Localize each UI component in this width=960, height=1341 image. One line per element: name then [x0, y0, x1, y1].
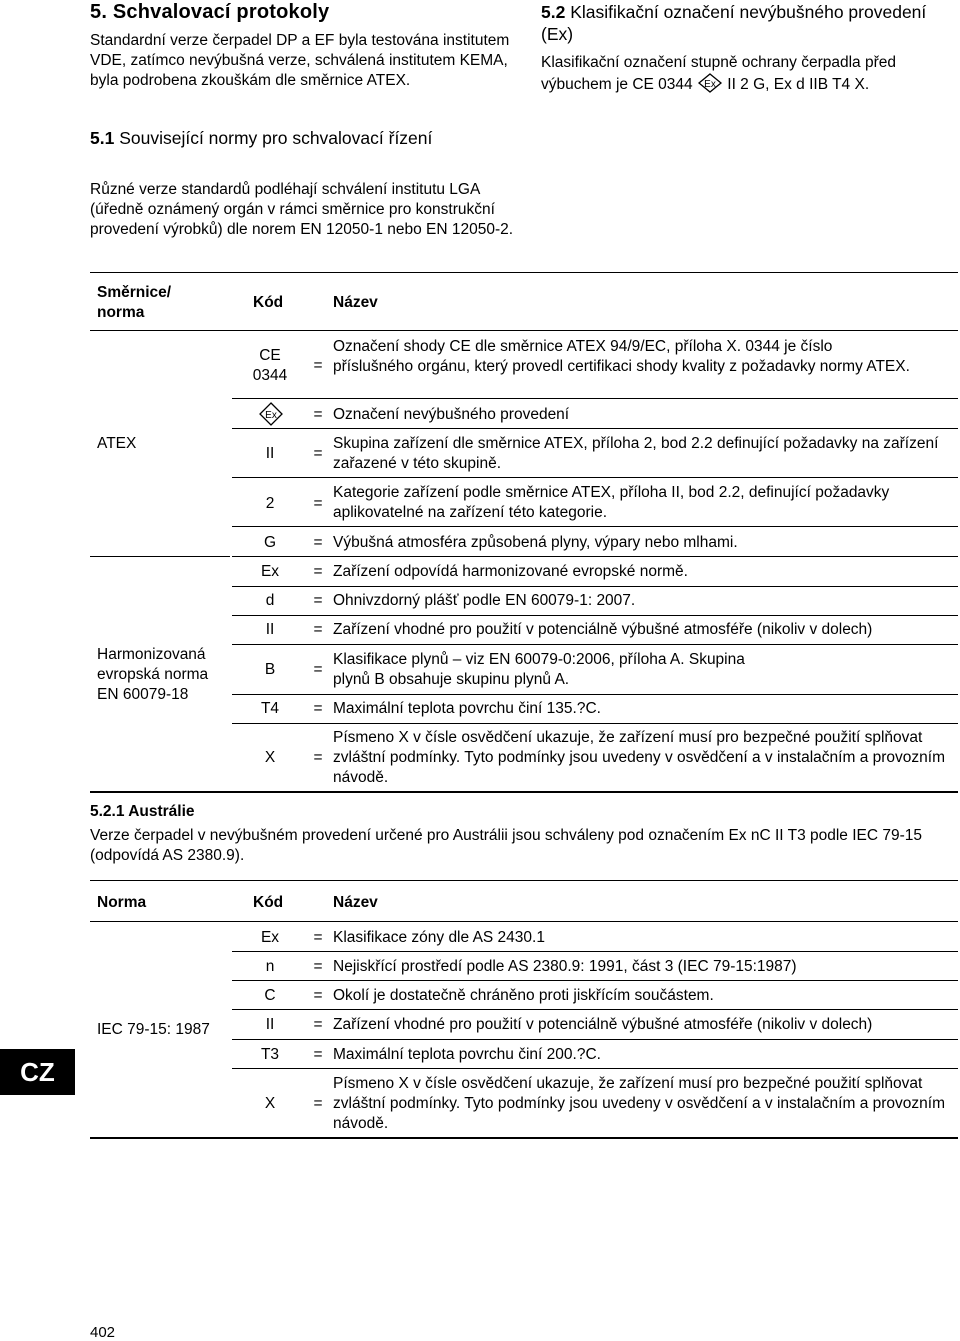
table2-row-desc: Okolí je dostatečně chráněno proti jiskřícím součástem.	[333, 987, 714, 1004]
table1-row-code: X	[264, 749, 276, 766]
table1-row-eq: =	[313, 621, 323, 638]
table2-row-desc: Maximální teplota povrchu činí 200.?C.	[333, 1046, 601, 1063]
section-5-2-body-text: Klasifikační označení stupně ochrany čerpadla před výbuchem je CE 0344	[541, 54, 896, 93]
table1-group-atex: ATEX	[97, 435, 137, 452]
table1-row-code: CE 0344	[252, 347, 288, 384]
table2-row-code: Ex	[260, 929, 280, 946]
table1-header-rule	[90, 330, 958, 331]
table2-bottom-rule	[90, 1137, 958, 1139]
table1-row-code: d	[265, 592, 275, 609]
table1-group-harmonized: Harmonizovaná evropská norma EN 60079-18	[97, 646, 209, 703]
table1-row-eq: =	[313, 749, 323, 766]
table2-row-rule	[232, 1068, 958, 1069]
table2-row-desc: Klasifikace zóny dle AS 2430.1	[333, 929, 545, 946]
table1-row-desc: Označení shody CE dle směrnice ATEX 94/9/EC, příloha X. 0344 je číslo příslušného orgánu, který provedl certifikaci shody kvality z požadavky normy ATEX.	[333, 338, 910, 375]
table2-row-code: C	[264, 987, 276, 1004]
table1-row-rule	[232, 526, 958, 527]
table1-row-desc: Ohnivzdorný plášť podle EN 60079-1: 2007.	[333, 592, 636, 609]
table1-row-eq: =	[313, 700, 323, 717]
table2-row-desc: Nejiskřící prostředí podle AS 2380.9: 1991, část 3 (IEC 79-15:1987)	[333, 958, 797, 975]
table2-group-iec: IEC 79-15: 1987	[97, 1021, 210, 1038]
table1-row-rule	[232, 398, 958, 399]
table2-row-rule	[232, 1009, 958, 1010]
section-5-1-title: Související normy pro schvalovací řízení	[119, 128, 433, 148]
table1-row-rule	[232, 556, 958, 557]
section-5-2-heading	[541, 1, 951, 45]
table1-group-rule	[90, 556, 230, 557]
table2-row-eq: =	[313, 958, 323, 975]
section-5-1-number: 5.1	[90, 128, 115, 148]
section-5-1-heading	[90, 127, 510, 149]
table2-row-code: T3	[260, 1046, 280, 1063]
table2-row-eq: =	[313, 1016, 323, 1033]
section-5-2-1-body: Verze čerpadel v nevýbušném provedení určené pro Austrálii jsou schváleny pod označením Ex nC II T3 podle IEC 79-15 (odpovídá AS 2380.9).	[90, 827, 923, 864]
table1-row-desc: Označení nevýbušného provedení	[333, 406, 570, 423]
table1-bottom-rule	[90, 791, 958, 793]
table1-row-code	[258, 402, 284, 431]
table2-header-code: Kód	[253, 894, 284, 911]
svg-text:Ex: Ex	[704, 79, 716, 90]
table1-row-desc: Klasifikace plynů – viz EN 60079-0:2006, příloha A. Skupina plynů B obsahuje skupinu plynů A.	[333, 651, 745, 688]
table2-row-eq: =	[313, 987, 323, 1004]
table1-row-desc: Skupina zařízení dle směrnice ATEX, příloha 2, bod 2.2 definující požadavky na zařízení zařazené v této skupině.	[333, 435, 939, 472]
table1-row-desc: Výbušná atmosféra způsobená plyny, výpary nebo mlhami.	[333, 534, 738, 551]
table1-row-code: Ex	[260, 563, 280, 580]
table1-row-code: 2	[265, 495, 275, 512]
table2-row-desc: Zařízení vhodné pro použití v potenciálně výbušné atmosféře (nikoliv v dolech)	[333, 1016, 873, 1033]
table1-row-eq: =	[313, 592, 323, 609]
table2-row-rule	[232, 951, 958, 952]
table2-row-code: n	[265, 958, 275, 975]
table1-row-eq: =	[313, 563, 323, 580]
table2-row-eq: =	[313, 1046, 323, 1063]
table1-row-rule	[232, 615, 958, 616]
table1-row-rule	[232, 694, 958, 695]
table1-row-eq: =	[313, 406, 323, 423]
table1-top-rule	[90, 272, 958, 273]
table2-header-norm: Norma	[97, 894, 147, 911]
table1-row-rule	[232, 723, 958, 724]
section-5-2-1-title: 5.2.1 Austrálie	[90, 803, 195, 820]
section-5-1-body: Různé verze standardů podléhají schválení institutu LGA (úředně oznámený orgán v rámci směrnice pro konstrukční provedení výrobků) dle norem EN 12050-1 nebo EN 12050-2.	[90, 181, 514, 238]
table1-header-code: Kód	[253, 294, 284, 311]
table2-top-rule	[90, 880, 958, 881]
table1-row-eq: =	[313, 661, 323, 678]
table1-row-code: B	[264, 661, 276, 678]
table1-row-desc: Písmeno X v čísle osvědčení ukazuje, že zařízení musí pro bezpečné použití splňovat zvláštní podmínky. Tyto podmínky jsou uvedeny v osvědčení a v instalačním a provozním návodě.	[333, 729, 945, 786]
table1-header-name: Název	[333, 294, 378, 311]
ex-icon	[697, 73, 723, 93]
page-number: 402	[90, 1324, 116, 1341]
table1-row-rule	[232, 477, 958, 478]
table1-row-desc: Zařízení vhodné pro použití v potenciálně výbušné atmosféře (nikoliv v dolech)	[333, 621, 873, 638]
table1-header-norm: Směrnice/ norma	[97, 284, 172, 321]
table1-row-eq: =	[313, 495, 323, 512]
table2-header-rule	[90, 921, 958, 922]
table1-row-rule	[232, 586, 958, 587]
section-5-2-number: 5.2	[541, 2, 566, 22]
table1-row-rule	[232, 428, 958, 429]
section-5-2-title: Klasifikační označení nevýbušného provedení (Ex)	[541, 2, 927, 44]
table1-row-code: T4	[260, 700, 280, 717]
table2-row-rule	[232, 1039, 958, 1040]
table2-row-code: X	[264, 1095, 276, 1112]
ex-icon	[258, 402, 284, 426]
table1-row-rule	[232, 644, 958, 645]
table1-row-desc: Maximální teplota povrchu činí 135.?C.	[333, 700, 601, 717]
table1-row-desc: Zařízení odpovídá harmonizované evropské normě.	[333, 563, 688, 580]
table2-header-name: Název	[333, 894, 378, 911]
table1-row-code: G	[263, 534, 277, 551]
table1-row-eq: =	[313, 357, 323, 374]
table1-row-desc: Kategorie zařízení podle směrnice ATEX, příloha II, bod 2.2, definující požadavky aplikovatelné na zařízení této kategorie.	[333, 484, 890, 521]
table1-row-code: II	[265, 621, 275, 638]
section-5-body: Standardní verze čerpadel DP a EF byla testována institutem VDE, zatímco nevýbušná verze, schválená institutem KEMA, byla podrobena zkouškám dle směrnice ATEX.	[90, 32, 510, 89]
table2-row-eq: =	[313, 929, 323, 946]
table2-row-rule	[232, 980, 958, 981]
svg-text:Ex: Ex	[265, 410, 277, 421]
section-5-2-body	[541, 53, 956, 95]
language-tab-cz: CZ	[0, 1049, 75, 1095]
table2-row-desc: Písmeno X v čísle osvědčení ukazuje, že zařízení musí pro bezpečné použití splňovat zvláštní podmínky. Tyto podmínky jsou uvedeny v osvědčení a v instalačním a provozním návodě.	[333, 1075, 945, 1132]
table2-row-eq: =	[313, 1095, 323, 1112]
table1-row-code: II	[265, 445, 275, 462]
table1-row-eq: =	[313, 534, 323, 551]
section-5-2-body-suffix: II 2 G, Ex d IIB T4 X.	[727, 76, 870, 93]
table2-row-code: II	[265, 1016, 275, 1033]
table1-row-eq: =	[313, 445, 323, 462]
section-5-title: 5. Schvalovací protokoly	[90, 1, 330, 23]
